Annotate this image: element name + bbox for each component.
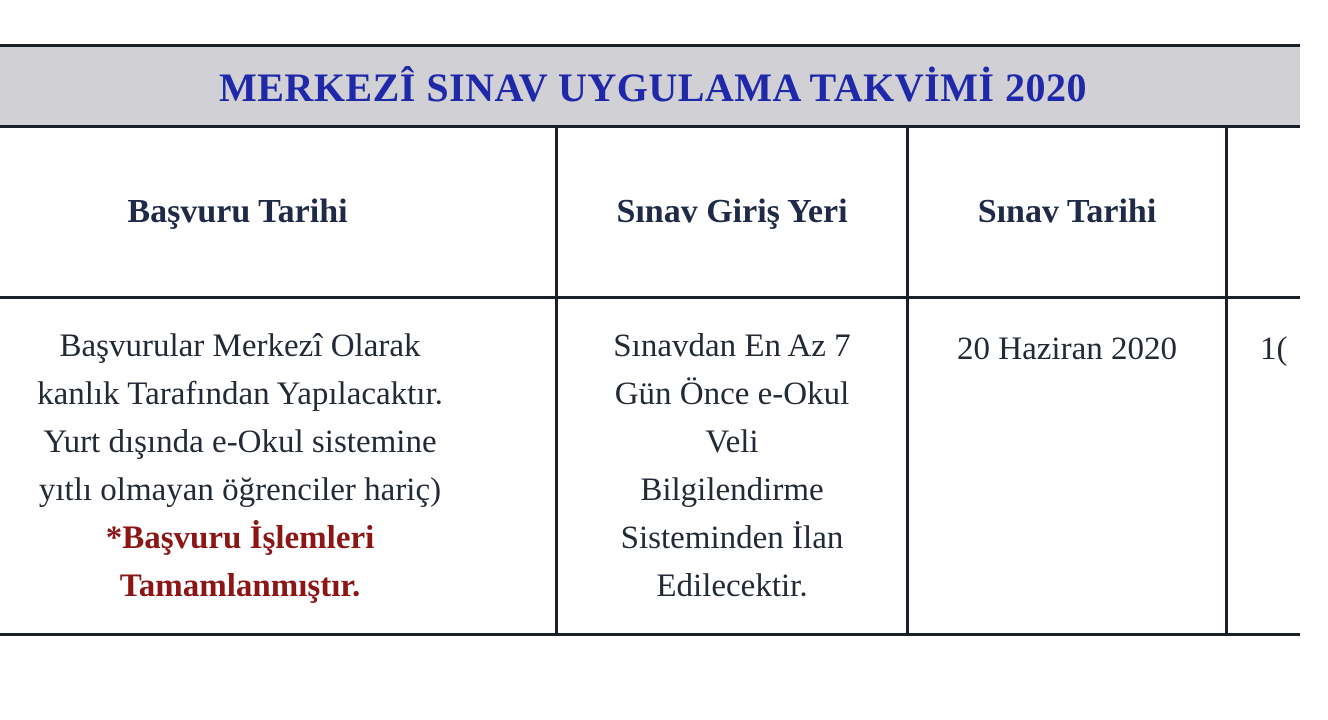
giris-yeri-line: Sisteminden İlan [620, 520, 844, 556]
table-bottom-border [0, 633, 1300, 636]
title-band [0, 44, 1300, 128]
giris-yeri-line: Bilgilendirme [640, 472, 824, 508]
schedule-table [0, 128, 1300, 636]
cell-sinav-tarihi: 20 Haziran 2020 [957, 331, 1177, 367]
giris-yeri-line: Sınavdan En Az 7 [613, 328, 851, 364]
header-sinav-giris-yeri: Sınav Giriş Yeri [616, 193, 848, 230]
header-basvuru-tarihi: Başvuru Tarihi [127, 193, 348, 230]
basvuru-note-line [37, 514, 443, 562]
cell-next-column-partial: 1( [1260, 331, 1288, 367]
basvuru-note-line: Tamamlanmıştır. [119, 568, 361, 604]
cell-basvuru-tarihi [0, 299, 500, 633]
giris-yeri-line: Edilecektir. [656, 568, 808, 604]
basvuru-line: Yurt dışında e-Okul sistemine [43, 424, 437, 460]
header-next-column [1228, 128, 1300, 296]
basvuru-line: yıtlı olmayan öğrenciler hariç) [38, 472, 442, 508]
giris-yeri-line: Veli [705, 424, 759, 460]
giris-yeri-line: Gün Önce e-Okul [614, 376, 850, 412]
basvuru-line: kanlık Tarafından Yapılacaktır. [37, 376, 443, 412]
basvuru-line: Başvurular Merkezî Olarak [59, 328, 421, 364]
header-sinav-tarihi: Sınav Tarihi [977, 193, 1157, 230]
cell-sinav-giris-yeri [558, 299, 906, 633]
basvuru-note-text: Başvuru İşlemleri [122, 520, 375, 556]
note-asterisk: * [105, 520, 123, 556]
page-title: MERKEZÎ SINAV UYGULAMA TAKVİMİ 2020 [219, 65, 1087, 110]
